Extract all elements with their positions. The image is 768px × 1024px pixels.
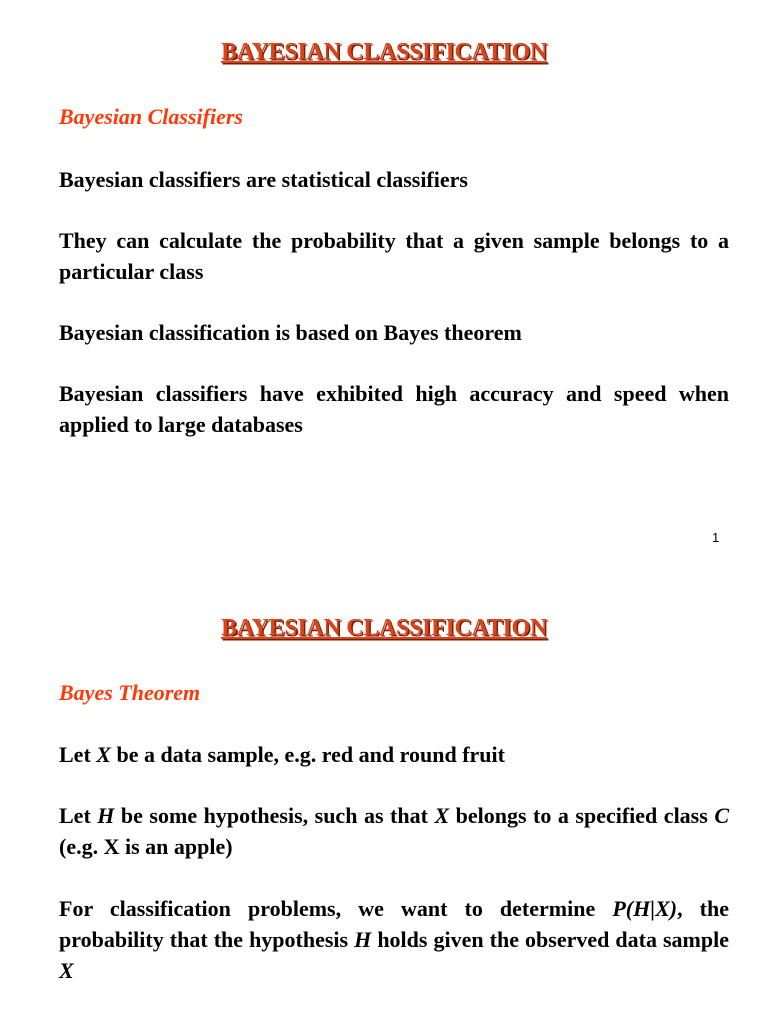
paragraph: Bayesian classification is based on Bayes theorem [59, 320, 522, 345]
paragraph: Bayesian classifiers are statistical classifiers [59, 167, 468, 192]
page-number: 1 [712, 530, 720, 545]
section-heading: Bayes Theorem [59, 680, 201, 705]
slide-title: BAYESIAN CLASSIFICATION [221, 39, 547, 65]
paragraph: Let X be a data sample, e.g. red and round fruit [59, 742, 505, 767]
section-heading: Bayesian Classifiers [59, 104, 243, 129]
paragraph: Let H be some hypothesis, such as that X belongs to a specified class C (e.g. X is an apple) [59, 803, 729, 859]
slide-title: BAYESIAN CLASSIFICATION [221, 615, 547, 641]
paragraph: Bayesian classifiers have exhibited high accuracy and speed when applied to large databases [59, 381, 729, 437]
paragraph: For classification problems, we want to determine P(H|X), the probability that the hypothesis H holds given the observed data sample X [59, 896, 730, 983]
slide-2 [0, 588, 768, 1024]
paragraph: They can calculate the probability that a given sample belongs to a particular class [59, 228, 729, 284]
